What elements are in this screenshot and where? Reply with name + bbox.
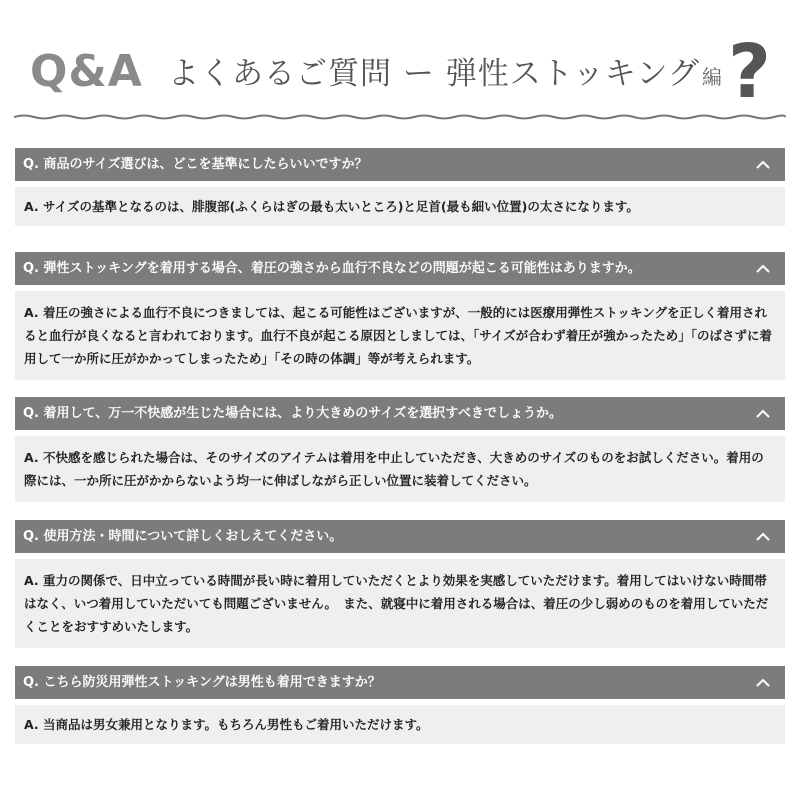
faq-item (15, 252, 785, 380)
faq-answer: A. サイズの基準となるのは、腓腹部(ふくらはぎの最も太いところ)と足首(最も細い位置)の太さになります。 (15, 187, 785, 226)
faq-question-text: Q. 弾性ストッキングを着用する場合、着圧の強さから血行不良などの問題が起こる可能性はありますか。 (23, 261, 641, 276)
faq-question-text: Q. こちら防災用弾性ストッキングは男性も着用できますか？ (23, 675, 381, 690)
faq-question-toggle[interactable] (15, 252, 785, 285)
faq-question-toggle[interactable] (15, 397, 785, 430)
faq-item (15, 148, 785, 226)
faq-question-text: Q. 着用して、万一不快感が生じた場合には、より大きめのサイズを選択すべきでしょうか。 (23, 406, 562, 421)
chevron-up-icon[interactable] (755, 529, 771, 545)
faq-answer: A. 当商品は男女兼用となります。もちろん男性もご着用いただけます。 (15, 705, 785, 744)
faq-answer: A. 着圧の強さによる血行不良につきましては、起こる可能性はございますが、一般的には医療用弾性ストッキングを正しく着用されると血行が良くなると言われております。血行不良が起こる原因としましては、「サイズが合わず着圧が強かったため」「のばさずに着用して一か所に圧がかかってしまったため」「その時の体調」等が考えられます。 (15, 291, 785, 380)
faq-item (15, 666, 785, 744)
faq-question-text: Q. 商品のサイズ選びは、どこを基準にしたらいいですか？ (23, 157, 368, 172)
faq-answer: A. 不快感を感じられた場合は、そのサイズのアイテムは着用を中止していただき、大きめのサイズのものをお試しください。着用の際には、一か所に圧がかからないよう均一に伸ばしながら正しい位置に装着してください。 (15, 436, 785, 502)
qa-logo: Q&A (30, 46, 143, 97)
chevron-up-icon[interactable] (755, 675, 771, 691)
question-mark-icon: ? (728, 29, 771, 115)
header-divider (14, 112, 786, 122)
faq-question-toggle[interactable] (15, 520, 785, 553)
faq-question-toggle[interactable] (15, 148, 785, 181)
chevron-up-icon[interactable] (755, 157, 771, 173)
faq-item (15, 520, 785, 648)
page-title-suffix: 編 (701, 65, 723, 89)
page-title-text: よくあるご質問 ー 弾性ストッキング (168, 56, 700, 92)
faq-question-text: Q. 使用方法・時間について詳しくおしえてください。 (23, 529, 343, 544)
page-header (0, 0, 800, 120)
chevron-up-icon[interactable] (755, 261, 771, 277)
faq-item (15, 397, 785, 502)
chevron-up-icon[interactable] (755, 406, 771, 422)
faq-question-toggle[interactable] (15, 666, 785, 699)
page-title (168, 52, 723, 99)
faq-answer: A. 重力の関係で、日中立っている時間が長い時に着用していただくとより効果を実感していただけます。着用してはいけない時間帯はなく、いつ着用していただいても問題ございません。 また、就寝中に着用される場合は、着圧の少し弱めのものを着用していただくことをおすすめいたします。 (15, 559, 785, 648)
